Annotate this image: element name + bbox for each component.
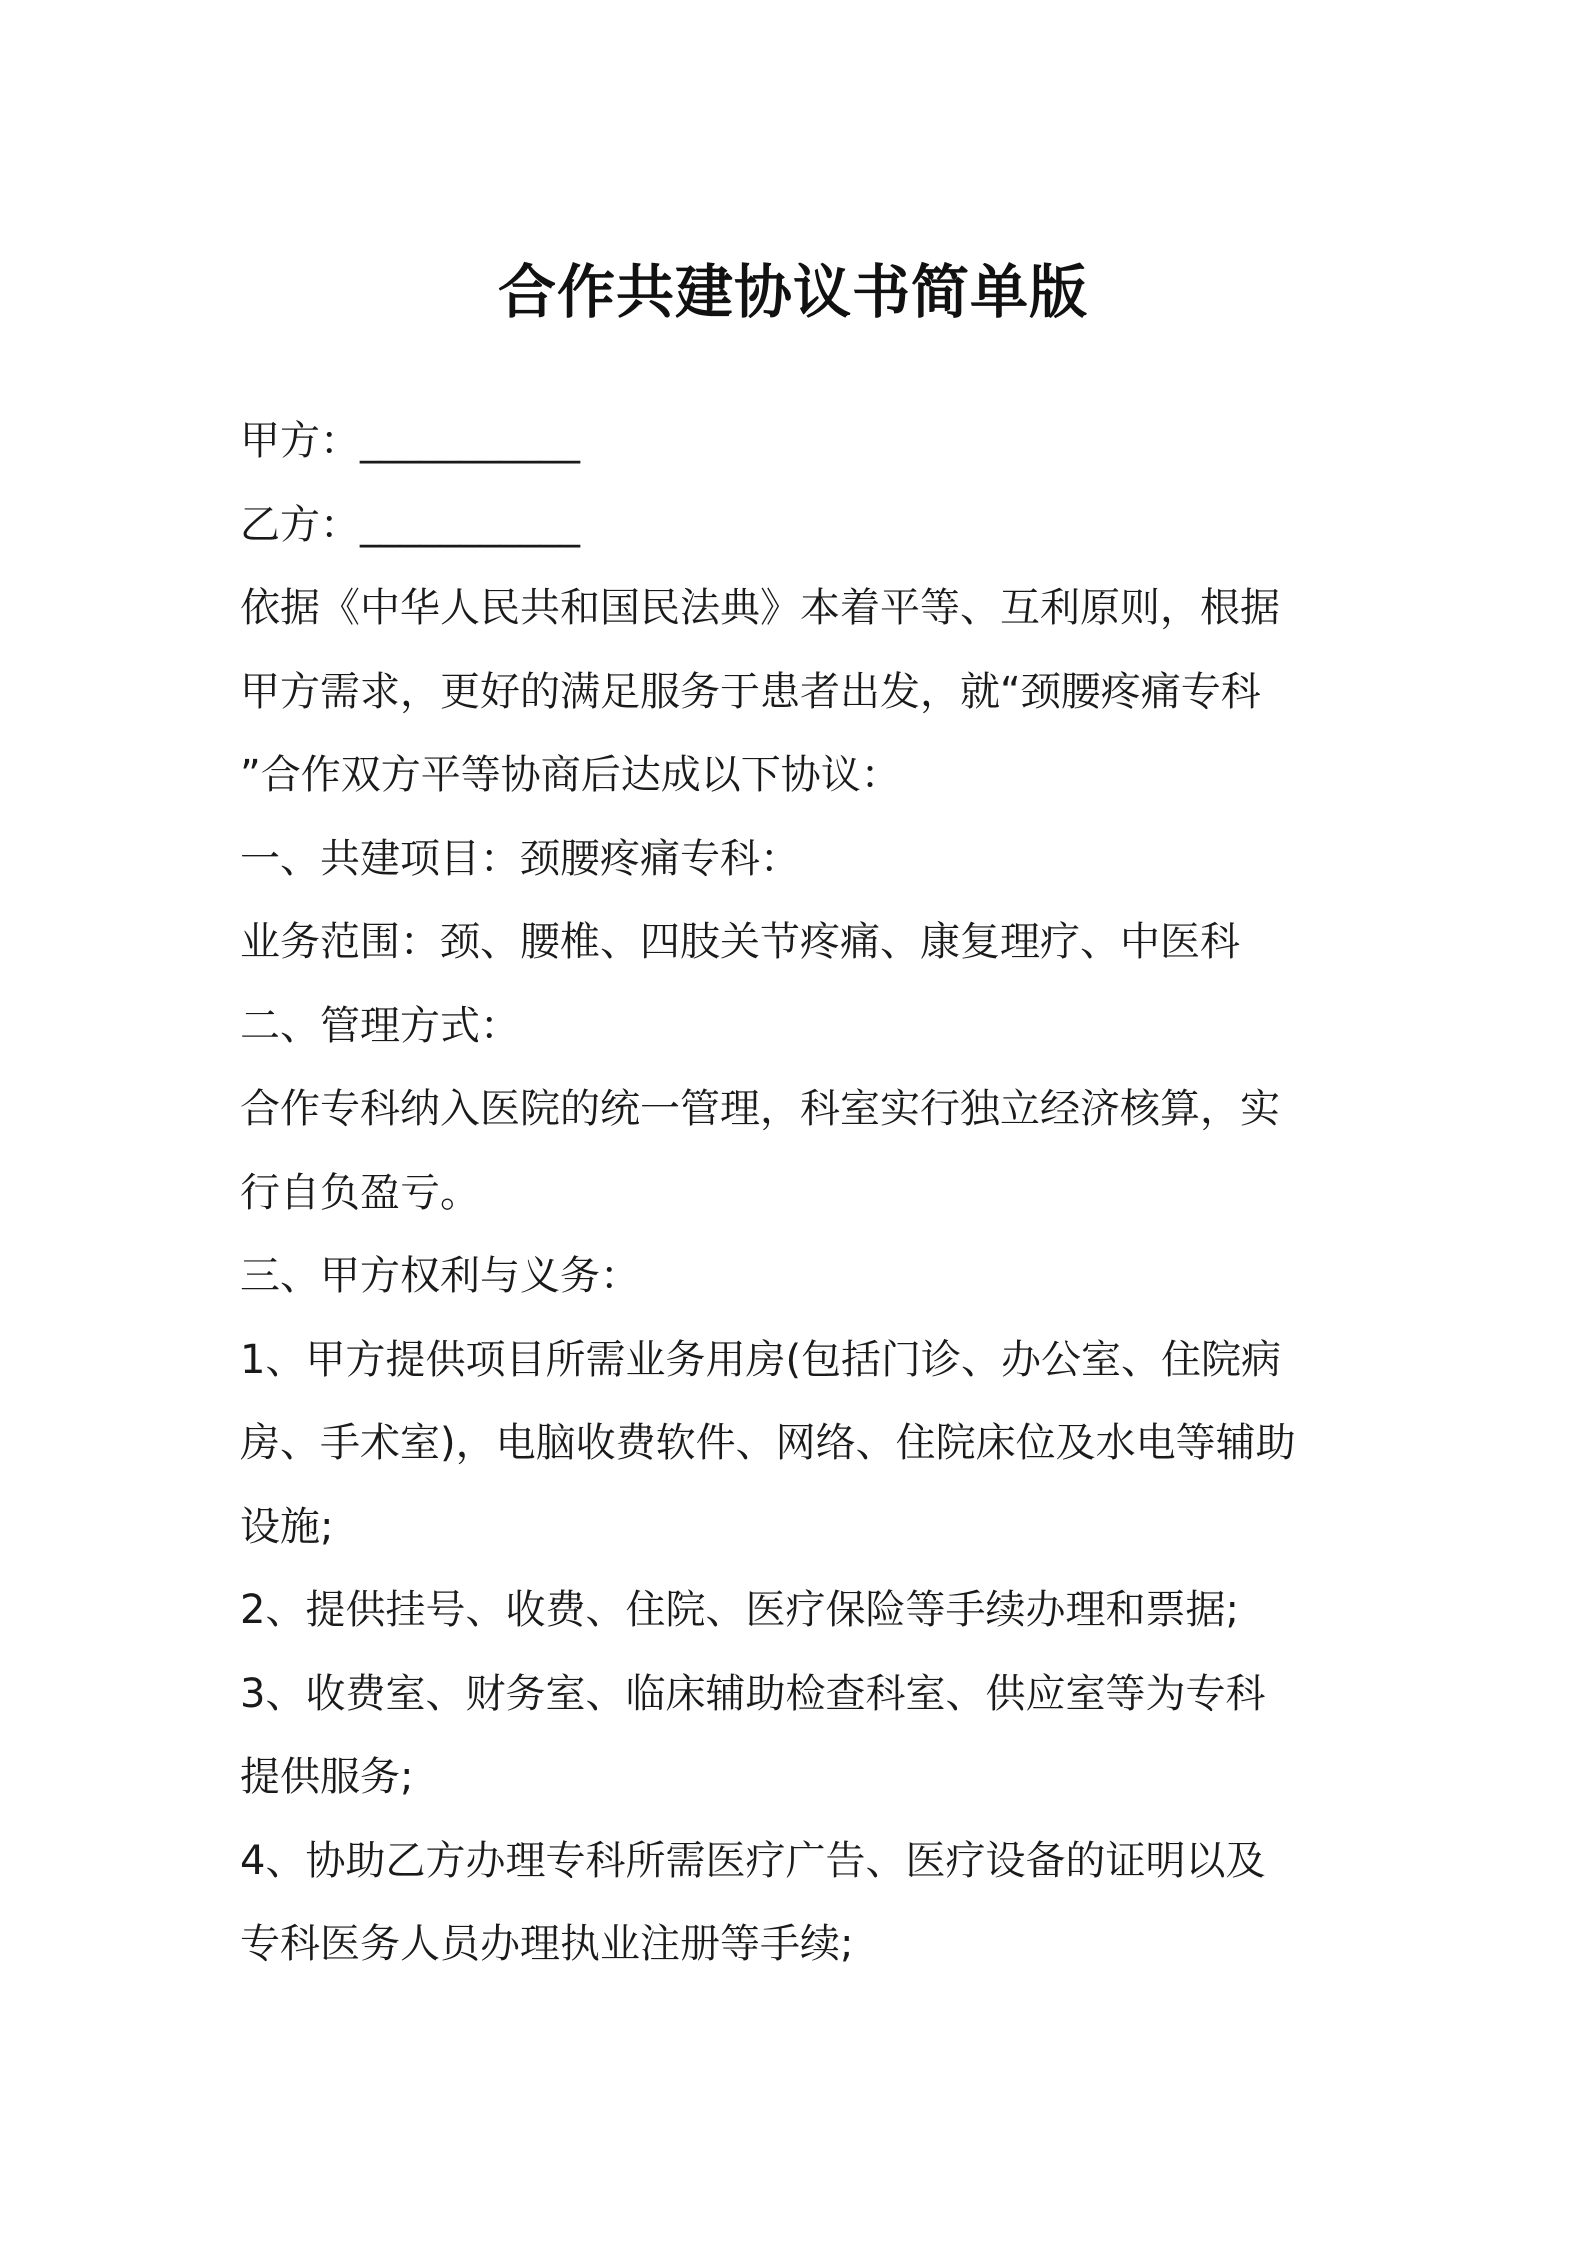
- section2-line-1: 合作专科纳入医院的统一管理，科室实行独立经济核算，实: [240, 1086, 1280, 1132]
- item4-line-2: 专科医务人员办理执业注册等手续;: [240, 1921, 854, 1967]
- section3-heading: 三、甲方权利与义务：: [240, 1253, 640, 1299]
- item1-line-1: 1、甲方提供项目所需业务用房(包括门诊、办公室、住院病: [240, 1336, 1282, 1383]
- preamble-line-1: 依据《中华人民共和国民法典》本着平等、互利原则，根据: [240, 585, 1280, 631]
- party-a-line: 甲方：___________: [240, 418, 580, 464]
- item1-line-3: 设施;: [240, 1503, 334, 1550]
- preamble-line-3: ”合作双方平等协商后达成以下协议：: [240, 752, 901, 798]
- document-body: [240, 400, 1360, 1987]
- section1-scope: 业务范围：颈、腰椎、四肢关节疼痛、康复理疗、中医科: [240, 919, 1240, 965]
- section1-heading: 一、共建项目：颈腰疼痛专科：: [240, 835, 800, 882]
- item1-line-2: 房、手术室)，电脑收费软件、网络、住院床位及水电等辅助: [240, 1420, 1296, 1466]
- item3-line-2: 提供服务;: [240, 1754, 414, 1800]
- item2-line: 2、提供挂号、收费、住院、医疗保险等手续办理和票据;: [240, 1587, 1239, 1633]
- party-b-line: 乙方：___________: [240, 501, 580, 548]
- document-title: 合作共建协议书简单版: [497, 258, 1088, 326]
- preamble-line-2: 甲方需求，更好的满足服务于患者出发，就“颈腰疼痛专科: [240, 668, 1261, 715]
- item4-line-1: 4、协助乙方办理专科所需医疗广告、医疗设备的证明以及: [240, 1837, 1266, 1884]
- section2-heading: 二、管理方式：: [240, 1002, 520, 1049]
- item3-line-1: 3、收费室、财务室、临床辅助检查科室、供应室等为专科: [240, 1670, 1266, 1717]
- section2-line-2: 行自负盈亏。: [240, 1169, 480, 1216]
